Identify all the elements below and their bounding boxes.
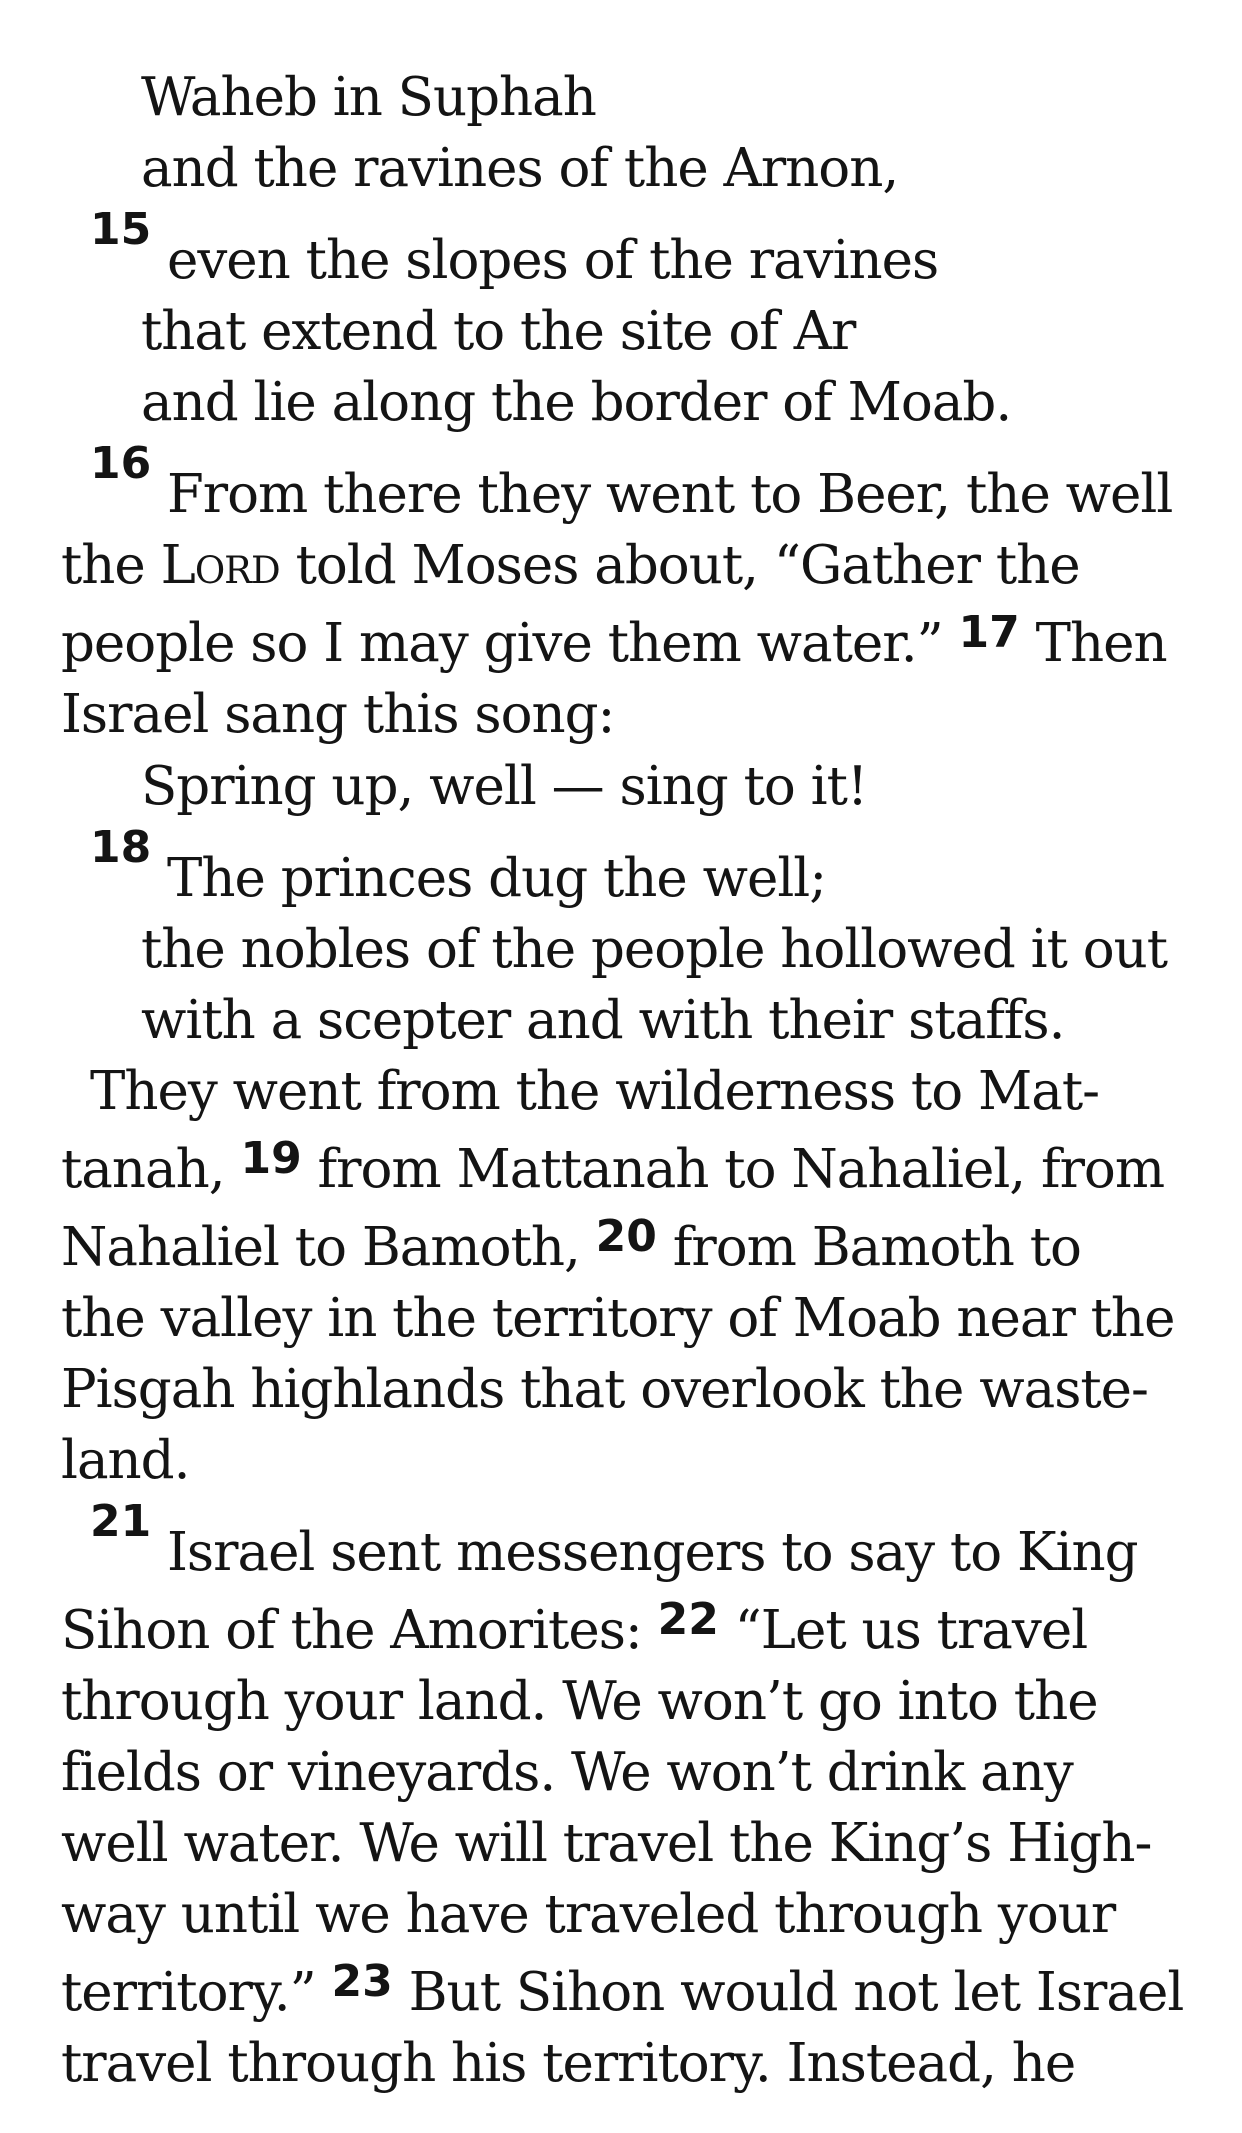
poetry-line: The princes dug the well;	[167, 848, 827, 909]
prose-line: territory.” $^{23}$ But Sihon would not let Israel	[61, 1956, 1184, 2023]
prose-line: From there they went to Beer, the well	[167, 464, 1173, 525]
prose-line: fields or vineyards. We won’t drink any	[61, 1742, 1073, 1803]
poetry-line: and lie along the border of Moab.	[141, 372, 1012, 433]
prose-line: through your land. We won’t go into the	[61, 1671, 1098, 1732]
divine-name: Lord	[160, 535, 280, 596]
poetry-line: the nobles of the people hollowed it out	[141, 919, 1168, 980]
verse-number: 21	[90, 1496, 152, 1547]
prose-line: Israel sent messengers to say to King	[167, 1522, 1138, 1583]
prose-line: people so I may give them water.” $^{17}$ Then	[61, 607, 1167, 674]
verse-number: 16	[90, 438, 152, 489]
poetry-line: with a scepter and with their staffs.	[141, 990, 1065, 1051]
prose-line: the Lord told Moses about, “Gather the	[61, 535, 1080, 596]
poetry-line: that extend to the site of Ar	[141, 301, 856, 362]
prose-line: the valley in the territory of Moab near the	[61, 1288, 1175, 1349]
prose-line: Pisgah highlands that overlook the waste-	[61, 1359, 1148, 1420]
prose-line: Israel sang this song:	[61, 684, 615, 745]
prose-line: They went from the wilderness to Mat-	[90, 1061, 1100, 1122]
verse-number: 17	[958, 607, 1020, 658]
prose-line: Sihon of the Amorites: $^{22}$ “Let us travel	[61, 1594, 1088, 1661]
prose-line: travel through his territory. Instead, he	[61, 2033, 1076, 2094]
poetry-line: Spring up, well — sing to it!	[141, 756, 868, 817]
prose-line: well water. We will travel the King’s High-	[61, 1813, 1152, 1874]
verse-number: 19	[240, 1133, 302, 1184]
verse-number: 15	[90, 204, 152, 255]
prose-line: land.	[61, 1430, 190, 1491]
verse-number: 18	[90, 822, 152, 873]
poetry-line: Waheb in Suphah	[141, 67, 596, 128]
prose-line: tanah, $^{19}$ from Mattanah to Nahaliel, from	[61, 1133, 1165, 1200]
prose-line: way until we have traveled through your	[61, 1884, 1116, 1945]
poetry-line: even the slopes of the ravines	[167, 230, 939, 291]
verse-number: 20	[595, 1211, 657, 1262]
verse-number: 23	[331, 1956, 393, 2007]
poetry-line: and the ravines of the Arnon,	[141, 138, 899, 199]
verse-number: 22	[657, 1594, 719, 1645]
prose-line: Nahaliel to Bamoth, $^{20}$ from Bamoth to	[61, 1211, 1081, 1278]
